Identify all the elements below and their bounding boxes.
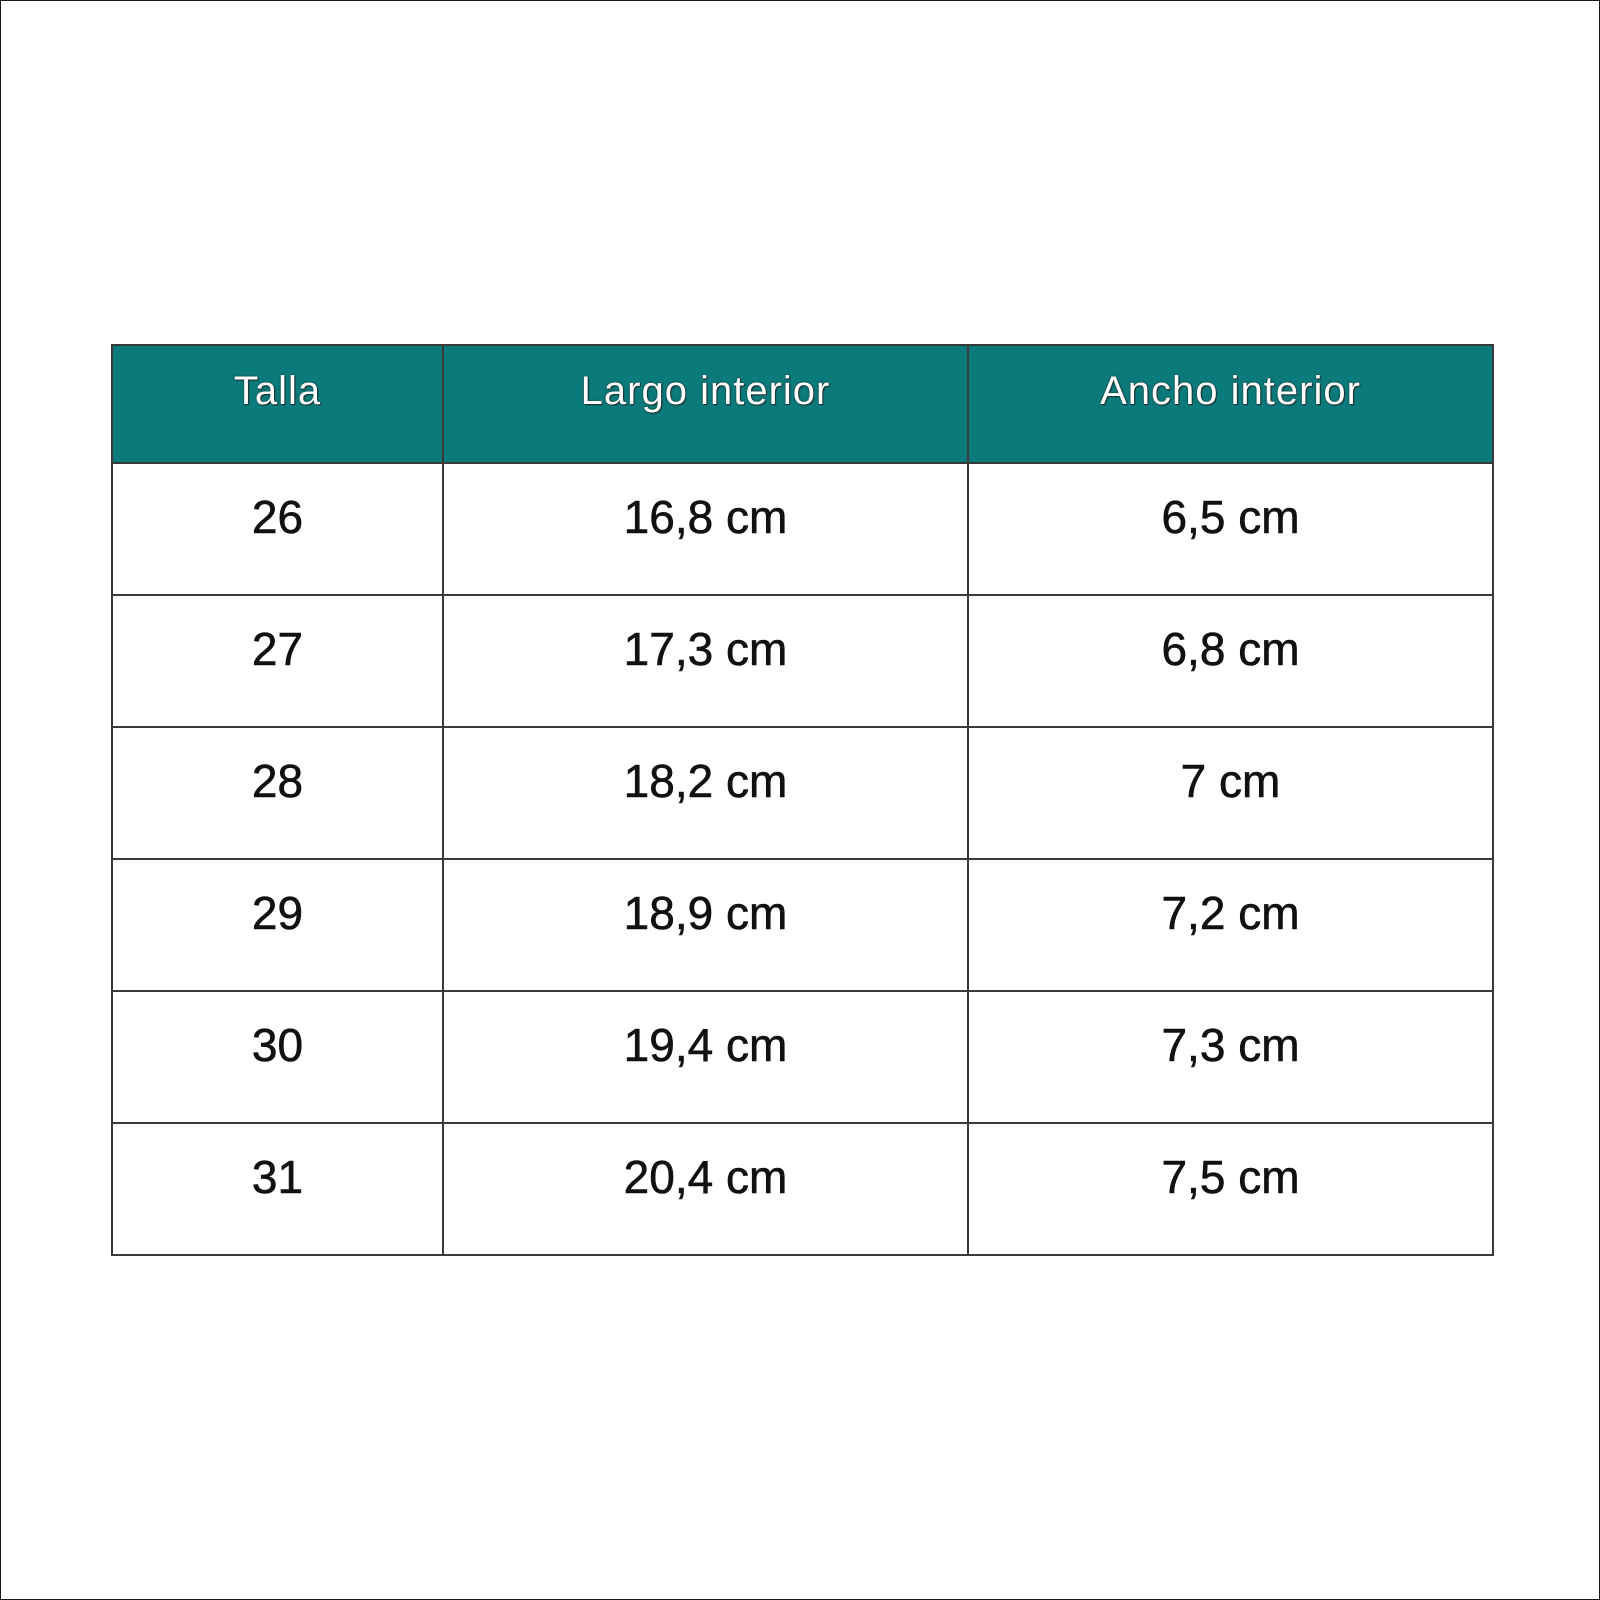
- cell-inner-length: 18,2 cm: [443, 727, 968, 859]
- cell-size: 29: [112, 859, 443, 991]
- cell-inner-length: 18,9 cm: [443, 859, 968, 991]
- table-row: [112, 727, 1493, 859]
- header-cell-inner-length: Largo interior: [443, 345, 968, 463]
- table-body: [112, 463, 1493, 1255]
- cell-inner-width: 7,5 cm: [968, 1123, 1493, 1255]
- table-row: [112, 859, 1493, 991]
- cell-size: 27: [112, 595, 443, 727]
- cell-inner-length: 17,3 cm: [443, 595, 968, 727]
- table-row: [112, 463, 1493, 595]
- size-chart-table: [111, 344, 1494, 1256]
- cell-size: 30: [112, 991, 443, 1123]
- cell-inner-width: 7,2 cm: [968, 859, 1493, 991]
- header-cell-size: Talla: [112, 345, 443, 463]
- table-row: [112, 595, 1493, 727]
- table-row: [112, 991, 1493, 1123]
- header-cell-inner-width: Ancho interior: [968, 345, 1493, 463]
- cell-inner-width: 6,8 cm: [968, 595, 1493, 727]
- cell-inner-width: 7,3 cm: [968, 991, 1493, 1123]
- header-row: [112, 345, 1493, 463]
- cell-inner-width: 6,5 cm: [968, 463, 1493, 595]
- cell-inner-length: 19,4 cm: [443, 991, 968, 1123]
- cell-size: 31: [112, 1123, 443, 1255]
- cell-inner-width: 7 cm: [968, 727, 1493, 859]
- table-header: [112, 345, 1493, 463]
- cell-size: 28: [112, 727, 443, 859]
- cell-inner-length: 20,4 cm: [443, 1123, 968, 1255]
- cell-size: 26: [112, 463, 443, 595]
- table-row: [112, 1123, 1493, 1255]
- cell-inner-length: 16,8 cm: [443, 463, 968, 595]
